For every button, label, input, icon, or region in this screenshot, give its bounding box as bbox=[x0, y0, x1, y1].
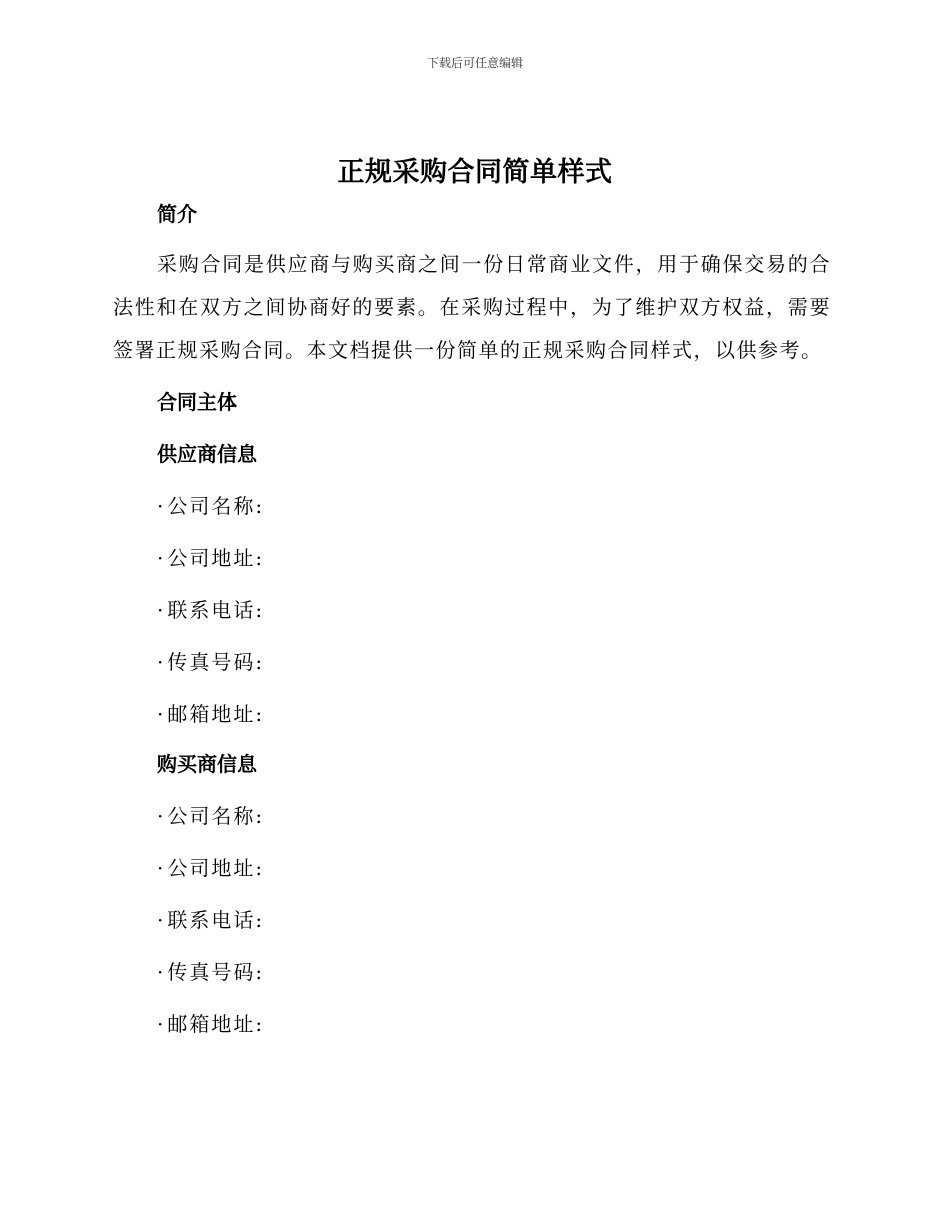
buyer-heading: 购买商信息 bbox=[157, 752, 257, 776]
field-label: 公司名称: bbox=[167, 804, 265, 828]
buyer-field-fax bbox=[157, 956, 264, 985]
supplier-field-company-address bbox=[157, 542, 264, 571]
bullet-icon: · bbox=[157, 546, 166, 570]
supplier-field-phone bbox=[157, 594, 264, 623]
buyer-field-phone bbox=[157, 904, 264, 933]
bullet-icon: · bbox=[157, 804, 166, 828]
intro-heading: 简介 bbox=[157, 202, 197, 226]
supplier-field-fax bbox=[157, 646, 264, 675]
bullet-icon: · bbox=[157, 1012, 166, 1036]
field-label: 邮箱地址: bbox=[167, 1012, 265, 1036]
buyer-field-email bbox=[157, 1008, 264, 1037]
bullet-icon: · bbox=[157, 650, 166, 674]
buyer-field-company-address bbox=[157, 852, 264, 881]
supplier-field-company-name bbox=[157, 490, 264, 519]
bullet-icon: · bbox=[157, 960, 166, 984]
document-title: 正规采购合同简单样式 bbox=[337, 157, 613, 188]
bullet-icon: · bbox=[157, 598, 166, 622]
field-label: 联系电话: bbox=[167, 908, 265, 932]
field-label: 公司名称: bbox=[167, 494, 265, 518]
supplier-field-email bbox=[157, 698, 264, 727]
contract-body-heading: 合同主体 bbox=[157, 390, 237, 414]
field-label: 传真号码: bbox=[167, 650, 265, 674]
bullet-icon: · bbox=[157, 908, 166, 932]
bullet-icon: · bbox=[157, 856, 166, 880]
intro-paragraph: 采购合同是供应商与购买商之间一份日常商业文件，用于确保交易的合法性和在双方之间协商好的要素。在采购过程中，为了维护双方权益，需要签署正规采购合同。本文档提供一份简单的正规采购合同样式，以供参考。 bbox=[113, 252, 831, 362]
bullet-icon: · bbox=[157, 494, 166, 518]
header-note: 下载后可任意编辑 bbox=[426, 56, 523, 70]
buyer-field-company-name bbox=[157, 800, 264, 829]
field-label: 邮箱地址: bbox=[167, 702, 265, 726]
supplier-heading: 供应商信息 bbox=[157, 442, 257, 466]
field-label: 公司地址: bbox=[167, 856, 265, 880]
field-label: 联系电话: bbox=[167, 598, 265, 622]
bullet-icon: · bbox=[157, 702, 166, 726]
field-label: 公司地址: bbox=[167, 546, 265, 570]
field-label: 传真号码: bbox=[167, 960, 265, 984]
